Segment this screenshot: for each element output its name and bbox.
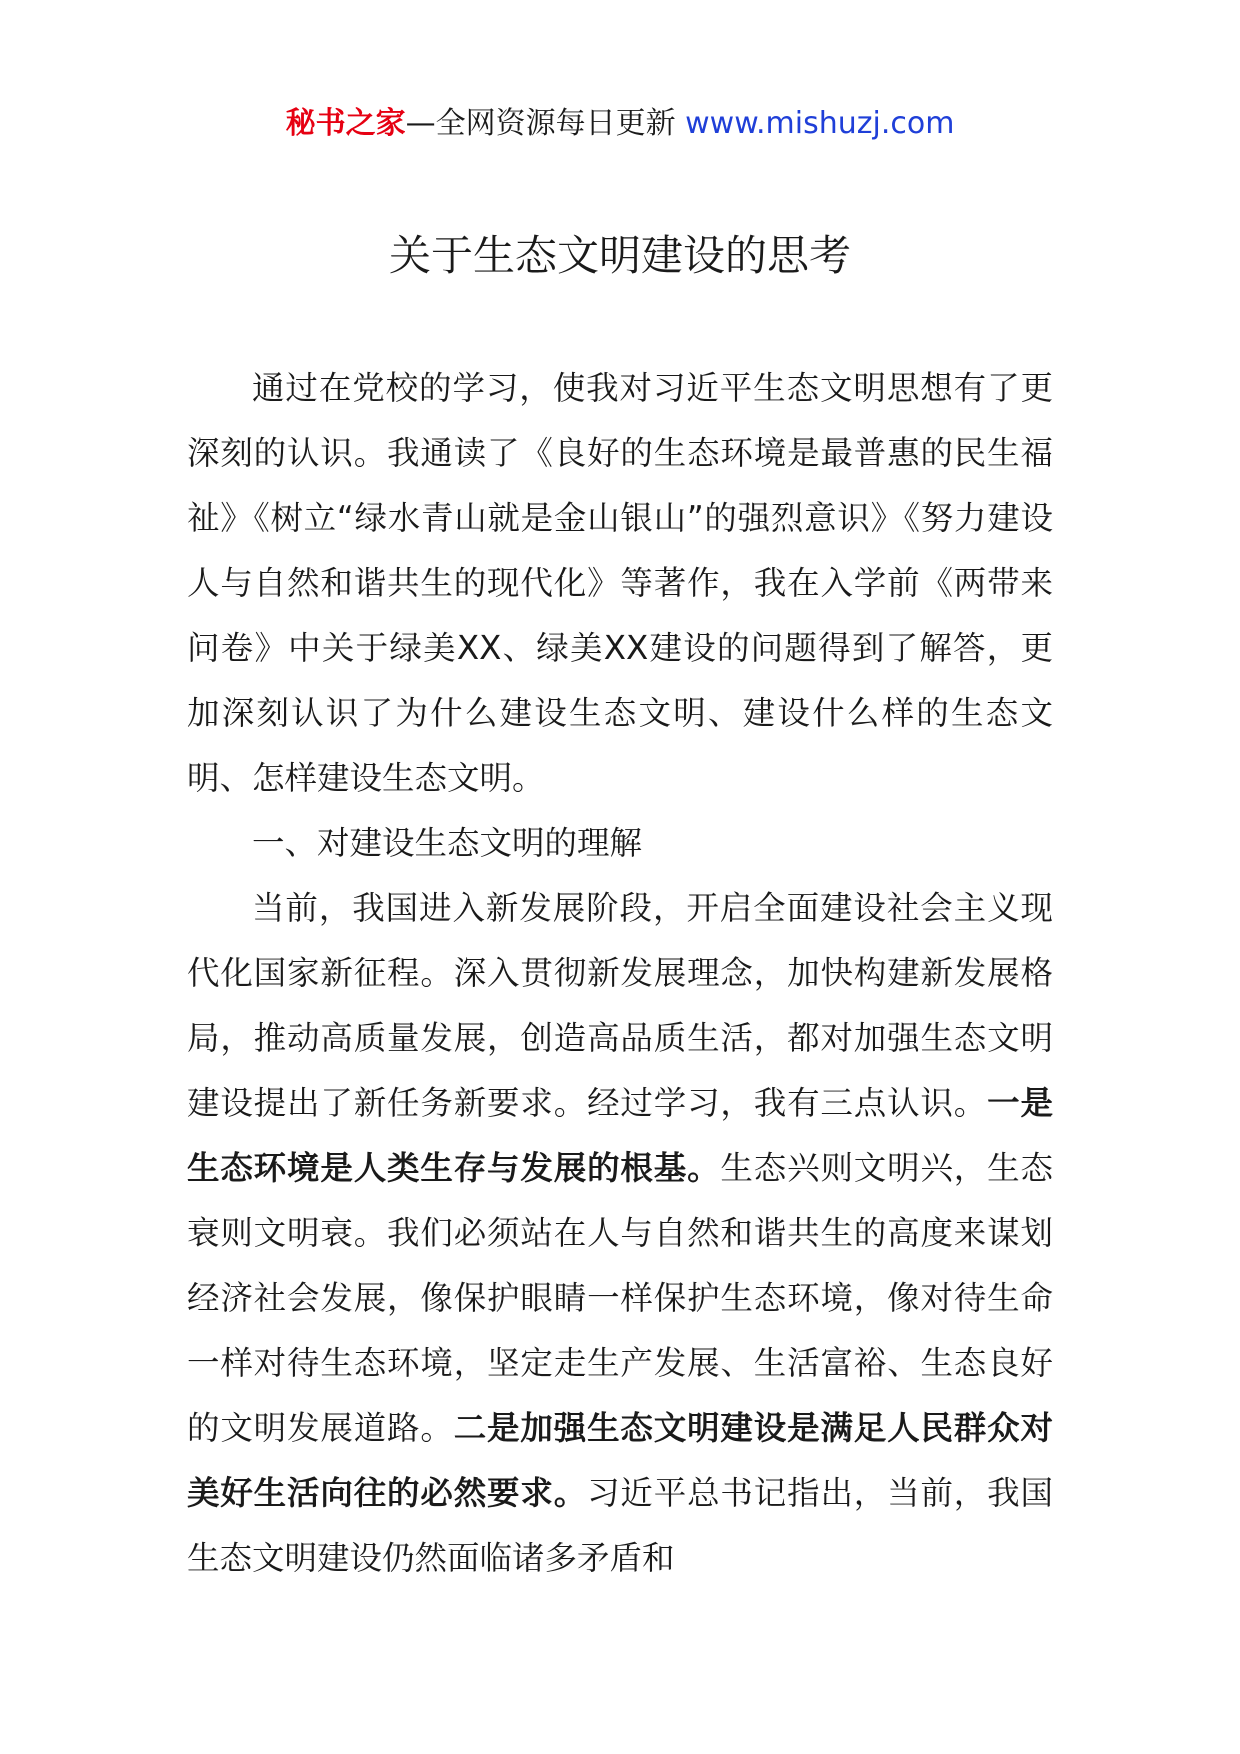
point-one-heading: 一是生态环境是人类生存与发展的根基。 — [187, 1084, 1053, 1187]
body-paragraph — [187, 876, 1053, 1591]
point-one-text: 生态兴则文明兴，生态衰则文明衰。我们必须站在人与自然和谐共生的高度来谋划经济社会发展，像保护眼睛一样保护生态环境，像对待生命一样对待生态环境，坚定走生产发展、生活富裕、生态良好的文明发展道路。 — [187, 1149, 1053, 1447]
section-heading: 一、对建设生态文明的理解 — [252, 824, 643, 862]
paragraph-intro-text: 当前，我国进入新发展阶段，开启全面建设社会主义现代化国家新征程。深入贯彻新发展理念，加快构建新发展格局，推动高质量发展，创造高品质生活，都对加强生态文明建设提出了新任务新要求。经过学习，我有三点认识。 — [187, 889, 1053, 1122]
site-header-banner — [0, 102, 1240, 146]
intro-paragraph: 通过在党校的学习，使我对习近平生态文明思想有了更深刻的认识。我通读了《良好的生态环境是最普惠的民生福祉》《树立“绿水青山就是金山银山”的强烈意识》《努力建设人与自然和谐共生的现代化》等著作，我在入学前《两带来问卷》中关于绿美XX、绿美XX建设的问题得到了解答，更加深刻认识了为什么建设生态文明、建设什么样的生态文明、怎样建设生态文明。 — [187, 369, 1053, 797]
document-title: 关于生态文明建设的思考 — [388, 231, 851, 280]
site-brand-name: 秘书之家 — [285, 106, 406, 141]
site-url-link[interactable]: www.mishuzj.com — [685, 106, 955, 141]
site-tagline: —全网资源每日更新 — [405, 106, 686, 141]
point-two-heading: 二是加强生态文明建设是满足人民群众对美好生活向往的必然要求。 — [187, 1409, 1053, 1512]
point-two-text: 习近平总书记指出，当前，我国生态文明建设仍然面临诸多矛盾和 — [187, 1474, 1053, 1577]
document-body — [187, 356, 1053, 1591]
